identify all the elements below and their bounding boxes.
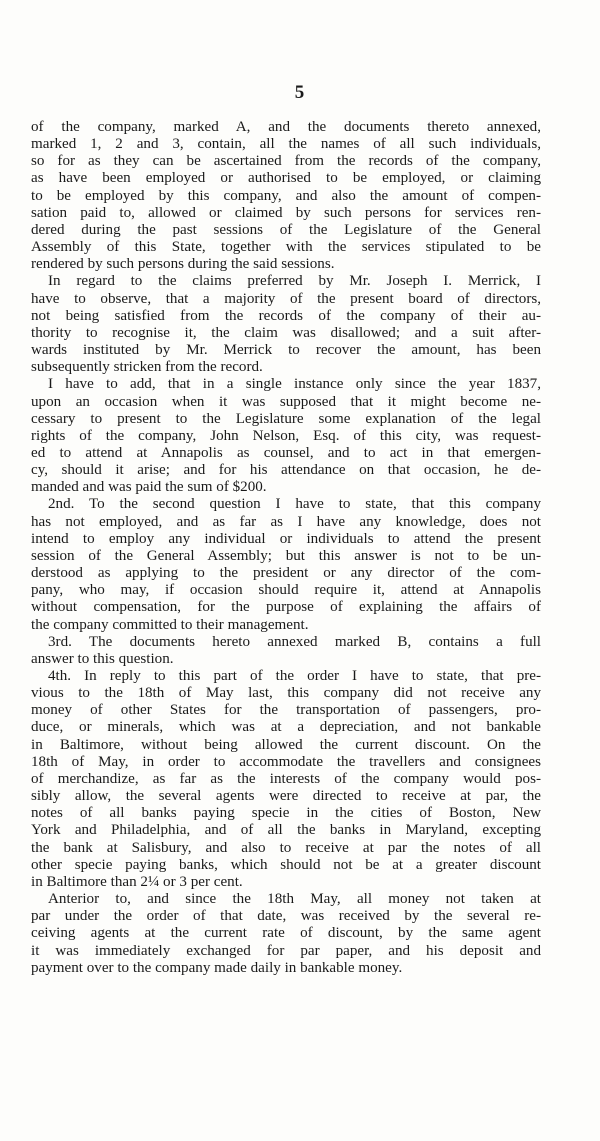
text-line: ceiving agents at the current rate of discount, by the same agent — [31, 925, 541, 942]
paragraph — [31, 496, 541, 633]
page-number: 5 — [294, 82, 306, 103]
text-line: vious to the 18th of May last, this company did not receive any — [31, 685, 541, 702]
text-line: cy, should it arise; and for his attendance on that occasion, he de- — [31, 462, 541, 479]
text-line: session of the General Assembly; but this answer is not to be un- — [31, 547, 541, 564]
text-line: dered during the past sessions of the Legislature of the General — [31, 221, 541, 238]
text-line: other specie paying banks, which should not be at a greater discount — [31, 856, 541, 873]
text-line: duce, or minerals, which was at a depreciation, and not bankable — [31, 719, 541, 736]
text-line: 3rd. The documents hereto annexed marked B, contains a full — [48, 633, 541, 650]
text-line: Anterior to, and since the 18th May, all money not taken at — [48, 891, 541, 908]
paragraph — [31, 634, 541, 668]
paragraph — [31, 668, 541, 891]
text-line: wards instituted by Mr. Merrick to recover the amount, has been — [31, 342, 541, 359]
text-line: has not employed, and as far as I have any knowledge, does not — [31, 513, 541, 530]
text-line: sation paid to, allowed or claimed by such persons for services ren- — [31, 204, 541, 221]
text-line: sibly allow, the several agents were directed to receive at par, the — [31, 788, 541, 805]
paragraph — [31, 119, 541, 273]
text-line: 4th. In reply to this part of the order I have to state, that pre- — [48, 668, 541, 684]
text-line: answer to this question. — [31, 650, 174, 667]
text-line: of merchandize, as far as the interests of the company would pos- — [31, 770, 541, 787]
paragraph — [31, 273, 541, 376]
text-line: in Baltimore than 2¼ or 3 per cent. — [31, 873, 243, 890]
text-line: York and Philadelphia, and of all the banks in Maryland, excepting — [31, 822, 541, 839]
paragraph — [31, 376, 541, 496]
text-line: Assembly of this State, together with the services stipulated to be — [31, 239, 541, 256]
text-line: the company committed to their management. — [31, 616, 309, 633]
text-line: money of other States for the transportation of passengers, pro- — [31, 702, 541, 719]
text-line: have to observe, that a majority of the present board of directors, — [31, 290, 541, 307]
text-line: 18th of May, in order to accommodate the travellers and consignees — [31, 753, 541, 770]
text-line: marked 1, 2 and 3, contain, all the names of all such individuals, — [31, 136, 541, 153]
text-line: rendered by such persons during the said sessions. — [31, 256, 335, 273]
text-line: intend to employ any individual or individuals to attend the present — [31, 530, 541, 547]
text-line: manded and was paid the sum of $200. — [31, 479, 267, 496]
text-line: I have to add, that in a single instance only since the year 1837, — [48, 376, 541, 393]
text-line: payment over to the company made daily in bankable money. — [31, 959, 403, 976]
body-text — [31, 119, 541, 977]
text-line: as have been employed or authorised to be employed, or claiming — [31, 170, 541, 187]
text-line: to be employed by this company, and also the amount of compen- — [31, 187, 541, 204]
text-line: upon an occasion when it was supposed that it might become ne- — [31, 393, 541, 410]
text-line: the bank at Salisbury, and also to receive at par the notes of all — [31, 839, 541, 856]
text-line: ed to attend at Annapolis as counsel, and to act in that emergen- — [31, 444, 541, 461]
text-line: notes of all banks paying specie in the cities of Boston, New — [31, 805, 541, 822]
text-line: 2nd. To the second question I have to state, that this company — [48, 496, 541, 513]
text-line: par under the order of that date, was received by the several re- — [31, 908, 541, 925]
text-line: of the company, marked A, and the documents thereto annexed, — [31, 119, 541, 135]
text-line: In regard to the claims preferred by Mr. Joseph I. Merrick, I — [48, 273, 541, 290]
text-line: in Baltimore, without being allowed the current discount. On the — [31, 736, 541, 753]
text-line: without compensation, for the purpose of explaining the affairs of — [31, 599, 541, 616]
text-line: not being satisfied from the records of the company of their au- — [31, 307, 541, 324]
text-line: cessary to present to the Legislature some explanation of the legal — [31, 410, 541, 427]
text-line: subsequently stricken from the record. — [31, 359, 263, 376]
paragraph — [31, 891, 541, 977]
text-line: derstood as applying to the president or any director of the com- — [31, 565, 541, 582]
text-line: so for as they can be ascertained from the records of the company, — [31, 153, 541, 170]
text-line: thority to recognise it, the claim was disallowed; and a suit after- — [31, 324, 541, 341]
text-line: rights of the company, John Nelson, Esq. of this city, was request- — [31, 427, 541, 444]
text-line: it was immediately exchanged for par paper, and his deposit and — [31, 942, 541, 959]
text-line: pany, who may, if occasion should require it, attend at Annapolis — [31, 582, 541, 599]
